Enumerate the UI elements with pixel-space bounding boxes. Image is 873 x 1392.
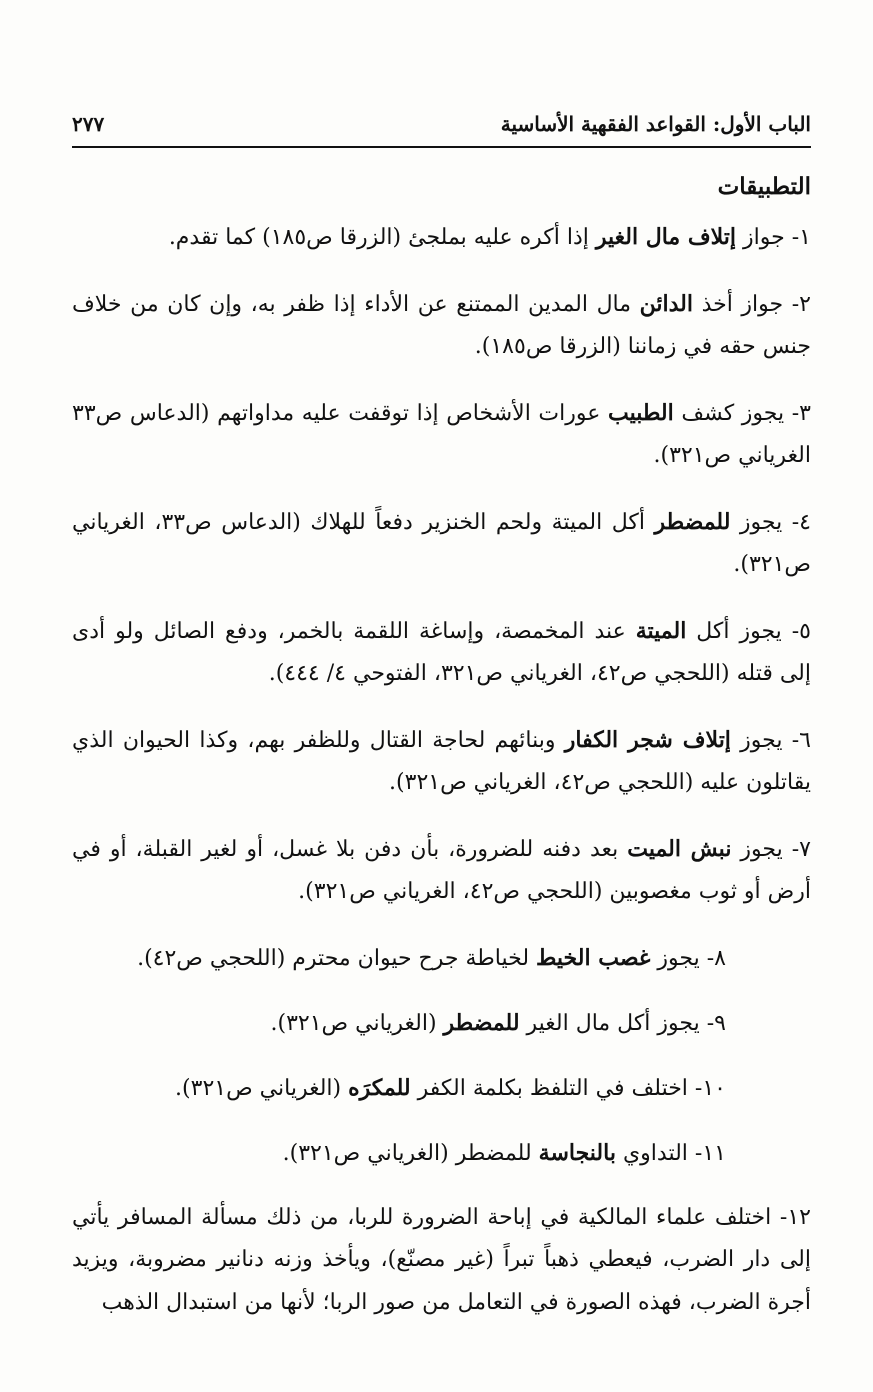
item-number: ٢- bbox=[791, 292, 811, 317]
item-keyword: غصب الخيط bbox=[536, 945, 651, 971]
item-number: ٤- bbox=[791, 510, 811, 535]
item-keyword: للمضطر bbox=[443, 1010, 520, 1036]
list-item bbox=[72, 610, 811, 695]
item-text: مال المدين الممتنع عن الأداء إذا ظفر به، وإن كان من خلاف جنس حقه في زماننا (الزرقا ص١٨٥). bbox=[72, 292, 811, 359]
header-title: الباب الأول: القواعد الفقهية الأساسية bbox=[500, 112, 811, 136]
item-text: يجوز كشف bbox=[673, 401, 792, 426]
item-keyword: الدائن bbox=[639, 291, 693, 317]
item-number: ٦- bbox=[791, 728, 811, 753]
item-text: يجوز bbox=[730, 728, 792, 753]
item-text: جواز أخذ bbox=[692, 292, 792, 317]
item-keyword: للمضطر bbox=[654, 509, 731, 535]
list-item bbox=[72, 392, 811, 477]
item-keyword: الميتة bbox=[635, 618, 687, 644]
item-text: يجوز أكل مال الغير bbox=[519, 1011, 707, 1036]
item-text: عورات الأشخاص إذا توقفت عليه مداواتهم (الدعاس ص٣٣ الغرياني ص٣٢١). bbox=[72, 401, 811, 468]
item-text: أكل الميتة ولحم الخنزير دفعاً للهلاك (الدعاس ص٣٣، الغرياني ص٣٢١). bbox=[72, 510, 811, 577]
list-item bbox=[72, 1132, 811, 1175]
list-item bbox=[72, 501, 811, 586]
item-text: التداوي bbox=[615, 1141, 695, 1166]
item-text: جواز bbox=[736, 225, 792, 250]
item-text: (الغرياني ص٣٢١). bbox=[270, 1011, 444, 1036]
item-keyword: الطبيب bbox=[607, 400, 674, 426]
item-text: اختلف في التلفظ بكلمة الكفر bbox=[410, 1076, 695, 1101]
item-text: اختلف علماء المالكية في إباحة الضرورة للربا، من ذلك مسألة المسافر يأتي إلى دار الضرب، فيعطي ذهباً تبراً (غير مصنّع)، ويأخذ وزنه دنانير مضروبة، ويزيد أجرة الضرب، فهذه الصورة في التعامل من صور الربا؛ لأنها من استبدال الذهب bbox=[72, 1205, 811, 1315]
item-number: ٧- bbox=[791, 837, 811, 862]
item-keyword: إتلاف شجر الكفار bbox=[564, 727, 731, 753]
list-item bbox=[72, 216, 811, 259]
item-keyword: بالنجاسة bbox=[538, 1140, 616, 1166]
item-text: عند المخمصة، وإساغة اللقمة بالخمر، ودفع الصائل ولو أدى إلى قتله (اللحجي ص٤٢، الغرياني ص٣٢١، الفتوحي ٤/ ٤٤٤). bbox=[72, 619, 811, 686]
item-text: بعد دفنه للضرورة، بأن دفن بلا غسل، أو لغير القبلة، أو في أرض أو ثوب مغصوبين (اللحجي ص٤٢، الغرياني ص٣٢١). bbox=[72, 837, 811, 904]
item-number: ١- bbox=[791, 225, 811, 250]
item-text: يجوز bbox=[730, 510, 792, 535]
item-text: للمضطر (الغرياني ص٣٢١). bbox=[282, 1141, 539, 1166]
item-text: وبنائهم لحاجة القتال وللظفر بهم، وكذا الحيوان الذي يقاتلون عليه (اللحجي ص٤٢، الغرياني ص٣٢١). bbox=[72, 728, 811, 795]
item-number: ١٢- bbox=[779, 1205, 811, 1230]
item-text: إذا أكره عليه بملجئ (الزرقا ص١٨٥) كما تقدم. bbox=[168, 225, 596, 250]
section-title: التطبيقات bbox=[717, 173, 811, 200]
item-number: ٣- bbox=[791, 401, 811, 426]
list-item bbox=[72, 937, 811, 980]
list-item bbox=[72, 828, 811, 913]
item-number: ٨- bbox=[706, 946, 726, 971]
item-keyword: للمكرَه bbox=[348, 1075, 411, 1101]
list-item bbox=[72, 1197, 811, 1324]
item-text: لخياطة جرح حيوان محترم (اللحجي ص٤٢). bbox=[137, 946, 537, 971]
item-number: ١٠- bbox=[694, 1076, 726, 1101]
list-item bbox=[72, 1002, 811, 1045]
list-item bbox=[72, 1067, 811, 1110]
item-keyword: إتلاف مال الغير bbox=[595, 224, 737, 250]
item-number: ١١- bbox=[694, 1141, 726, 1166]
page-number: ٢٧٧ bbox=[72, 112, 105, 136]
item-text: يجوز bbox=[731, 837, 792, 862]
header-rule bbox=[72, 146, 811, 148]
item-text: يجوز bbox=[650, 946, 707, 971]
item-text: (الغرياني ص٣٢١). bbox=[175, 1076, 349, 1101]
item-text: يجوز أكل bbox=[686, 619, 792, 644]
list-item bbox=[72, 283, 811, 368]
item-keyword: نبش الميت bbox=[627, 836, 732, 862]
running-header bbox=[72, 106, 811, 142]
item-number: ٩- bbox=[706, 1011, 726, 1036]
list-item bbox=[72, 719, 811, 804]
page-body bbox=[72, 166, 811, 1348]
item-number: ٥- bbox=[791, 619, 811, 644]
